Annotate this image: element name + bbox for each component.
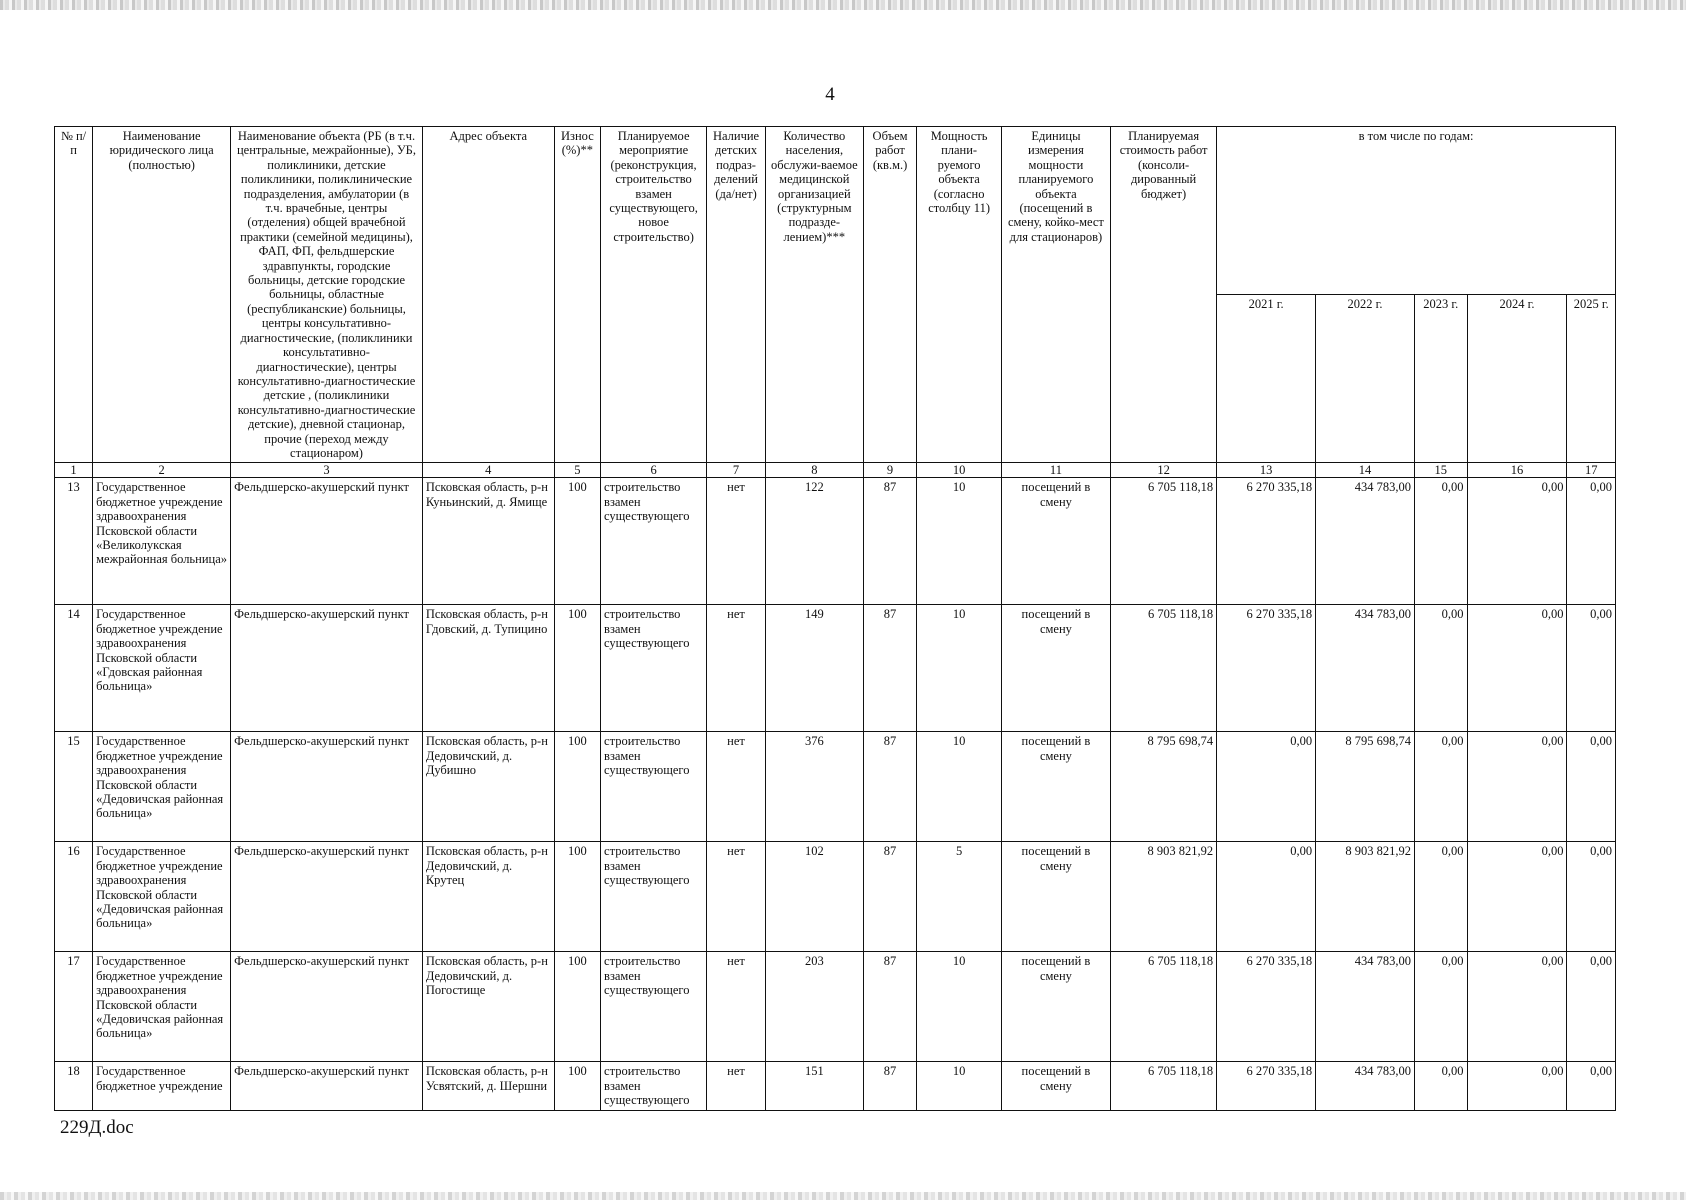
table-row [55,842,1616,952]
cell-address: Псковская область, р-н Куньинский, д. Ямище [422,478,554,605]
cell-children-units: нет [707,605,766,732]
page-number: 4 [825,84,835,105]
scan-edge-bottom [0,1192,1686,1200]
cell-2022: 8 903 821,92 [1316,842,1415,952]
cell-children-units: нет [707,842,766,952]
header-year-2024: 2024 г. [1467,295,1567,463]
cell-2023: 0,00 [1414,732,1467,842]
header-year-2025: 2025 г. [1567,295,1616,463]
cell-population: 102 [765,842,863,952]
column-number: 1 [55,463,93,478]
header-units: Единицы измерения мощности планируемого объекта (посещений в смену, койко-мест для стационаров) [1001,127,1110,463]
table-row [55,732,1616,842]
cell-planned-event: строительство взамен существующего [601,1062,707,1111]
cell-units: посещений в смену [1001,478,1110,605]
header-capacity: Мощность плани-руемого объекта (согласно столбцу 11) [917,127,1001,463]
column-number: 9 [863,463,917,478]
cell-work-volume: 87 [863,842,917,952]
cell-2025: 0,00 [1567,1062,1616,1111]
cell-2022: 434 783,00 [1316,605,1415,732]
cell-legal-entity: Государственное бюджетное учреждение здравоохранения Псковской области «Дедовичская районная больница» [93,842,231,952]
cell-2025: 0,00 [1567,732,1616,842]
cell-planned-event: строительство взамен существующего [601,478,707,605]
cell-population: 376 [765,732,863,842]
column-number: 14 [1316,463,1415,478]
cell-work-volume: 87 [863,1062,917,1111]
cell-object-name: Фельдшерско-акушерский пункт [231,478,423,605]
column-number: 12 [1111,463,1217,478]
cell-wear: 100 [554,478,600,605]
cell-object-name: Фельдшерско-акушерский пункт [231,732,423,842]
column-number: 10 [917,463,1001,478]
cell-2022: 434 783,00 [1316,952,1415,1062]
column-number: 5 [554,463,600,478]
header-planned-event: Планируемое мероприятие (реконструкция, строительство взамен существующего, новое строительство) [601,127,707,463]
cell-wear: 100 [554,842,600,952]
column-number: 2 [93,463,231,478]
cell-2023: 0,00 [1414,842,1467,952]
cell-2021: 0,00 [1217,732,1316,842]
header-num: № п/п [55,127,93,463]
cell-units: посещений в смену [1001,732,1110,842]
cell-legal-entity: Государственное бюджетное учреждение здравоохранения Псковской области «Гдовская районная больница» [93,605,231,732]
cell-capacity: 10 [917,478,1001,605]
cell-address: Псковская область, р-н Дедовичский, д. Погостище [422,952,554,1062]
cell-wear: 100 [554,952,600,1062]
cell-planned-cost: 6 705 118,18 [1111,1062,1217,1111]
cell-num: 17 [55,952,93,1062]
cell-2024: 0,00 [1467,842,1567,952]
cell-planned-event: строительство взамен существующего [601,605,707,732]
header-row [55,127,1616,295]
header-year-2023: 2023 г. [1414,295,1467,463]
column-number: 11 [1001,463,1110,478]
cell-units: посещений в смену [1001,605,1110,732]
header-children-units: Наличие детских подраз-делений (да/нет) [707,127,766,463]
cell-capacity: 10 [917,605,1001,732]
cell-2021: 6 270 335,18 [1217,605,1316,732]
header-population: Количество населения, обслужи-ваемое медицинской организацией (структурным подразде-лением)*** [765,127,863,463]
cell-2021: 6 270 335,18 [1217,952,1316,1062]
cell-capacity: 10 [917,732,1001,842]
cell-wear: 100 [554,605,600,732]
cell-2023: 0,00 [1414,952,1467,1062]
cell-2022: 434 783,00 [1316,478,1415,605]
cell-2025: 0,00 [1567,842,1616,952]
cell-legal-entity: Государственное бюджетное учреждение здравоохранения Псковской области «Дедовичская районная больница» [93,952,231,1062]
table-row [55,1062,1616,1111]
column-number: 8 [765,463,863,478]
cell-children-units: нет [707,478,766,605]
column-number: 3 [231,463,423,478]
cell-population: 151 [765,1062,863,1111]
header-year-2021: 2021 г. [1217,295,1316,463]
cell-work-volume: 87 [863,732,917,842]
cell-wear: 100 [554,1062,600,1111]
cell-2023: 0,00 [1414,1062,1467,1111]
cell-population: 122 [765,478,863,605]
cell-object-name: Фельдшерско-акушерский пункт [231,842,423,952]
document-filename: 229Д.doc [60,1117,134,1138]
cell-object-name: Фельдшерско-акушерский пункт [231,605,423,732]
column-number-row [55,463,1616,478]
column-number: 16 [1467,463,1567,478]
header-work-volume: Объем работ (кв.м.) [863,127,917,463]
cell-planned-cost: 8 795 698,74 [1111,732,1217,842]
header-wear: Износ (%)** [554,127,600,463]
cell-children-units: нет [707,732,766,842]
header-planned-cost: Планируемая стоимость работ (консоли-дированный бюджет) [1111,127,1217,463]
cell-population: 203 [765,952,863,1062]
column-number: 4 [422,463,554,478]
cell-planned-event: строительство взамен существующего [601,732,707,842]
column-number: 7 [707,463,766,478]
cell-num: 18 [55,1062,93,1111]
cell-2025: 0,00 [1567,605,1616,732]
cell-address: Псковская область, р-н Гдовский, д. Тупицино [422,605,554,732]
cell-planned-cost: 6 705 118,18 [1111,952,1217,1062]
table-row [55,605,1616,732]
cell-num: 15 [55,732,93,842]
cell-address: Псковская область, р-н Дедовичский, д. Дубишно [422,732,554,842]
cell-object-name: Фельдшерско-акушерский пункт [231,952,423,1062]
cell-num: 14 [55,605,93,732]
column-number: 13 [1217,463,1316,478]
header-by-years: в том числе по годам: [1217,127,1616,295]
cell-units: посещений в смену [1001,1062,1110,1111]
cell-2024: 0,00 [1467,605,1567,732]
header-object-name: Наименование объекта (РБ (в т.ч. центральные, межрайонные), УБ, поликлиники, детские поликлиники, поликлинические подразделения, амбулатории (в т.ч. врачебные, центры (отделения) общей врачебной практики (семейной медицины), ФАП, ФП, фельдшерские здравпункты, городские больницы, детские городские больницы, областные (республиканские) больницы, центры консультативно-диагностические, (поликлиники консультативно-диагностические), центры консультативно-диагностические детские , (поликлиники консультативно-диагностические детские), дневной стационар, прочие (переход между стационаром) [231,127,423,463]
cell-legal-entity: Государственное бюджетное учреждение [93,1062,231,1111]
cell-2023: 0,00 [1414,478,1467,605]
cell-work-volume: 87 [863,605,917,732]
header-legal-entity: Наименование юридического лица (полностью) [93,127,231,463]
column-number: 17 [1567,463,1616,478]
cell-2021: 6 270 335,18 [1217,478,1316,605]
cell-planned-event: строительство взамен существующего [601,842,707,952]
cell-capacity: 10 [917,1062,1001,1111]
cell-2024: 0,00 [1467,732,1567,842]
header-year-2022: 2022 г. [1316,295,1415,463]
cell-capacity: 10 [917,952,1001,1062]
cell-2022: 8 795 698,74 [1316,732,1415,842]
table-row [55,952,1616,1062]
column-number: 15 [1414,463,1467,478]
column-number: 6 [601,463,707,478]
cell-units: посещений в смену [1001,842,1110,952]
cell-address: Псковская область, р-н Усвятский, д. Шершни [422,1062,554,1111]
cell-wear: 100 [554,732,600,842]
table-row [55,478,1616,605]
cell-num: 16 [55,842,93,952]
cell-2024: 0,00 [1467,478,1567,605]
cell-2024: 0,00 [1467,1062,1567,1111]
cell-2021: 0,00 [1217,842,1316,952]
cell-children-units: нет [707,952,766,1062]
cell-2025: 0,00 [1567,478,1616,605]
cell-planned-cost: 6 705 118,18 [1111,478,1217,605]
cell-2021: 6 270 335,18 [1217,1062,1316,1111]
cell-children-units: нет [707,1062,766,1111]
cell-num: 13 [55,478,93,605]
cell-legal-entity: Государственное бюджетное учреждение здравоохранения Псковской области «Великолукская межрайонная больница» [93,478,231,605]
cell-object-name: Фельдшерско-акушерский пункт [231,1062,423,1111]
cell-planned-event: строительство взамен существующего [601,952,707,1062]
investment-table [54,126,1616,1111]
cell-2023: 0,00 [1414,605,1467,732]
cell-capacity: 5 [917,842,1001,952]
cell-2025: 0,00 [1567,952,1616,1062]
cell-address: Псковская область, р-н Дедовичский, д. Крутец [422,842,554,952]
cell-units: посещений в смену [1001,952,1110,1062]
cell-2022: 434 783,00 [1316,1062,1415,1111]
cell-work-volume: 87 [863,478,917,605]
cell-planned-cost: 6 705 118,18 [1111,605,1217,732]
cell-population: 149 [765,605,863,732]
header-address: Адрес объекта [422,127,554,463]
cell-work-volume: 87 [863,952,917,1062]
cell-legal-entity: Государственное бюджетное учреждение здравоохранения Псковской области «Дедовичская районная больница» [93,732,231,842]
scan-edge-top [0,0,1686,10]
cell-2024: 0,00 [1467,952,1567,1062]
cell-planned-cost: 8 903 821,92 [1111,842,1217,952]
